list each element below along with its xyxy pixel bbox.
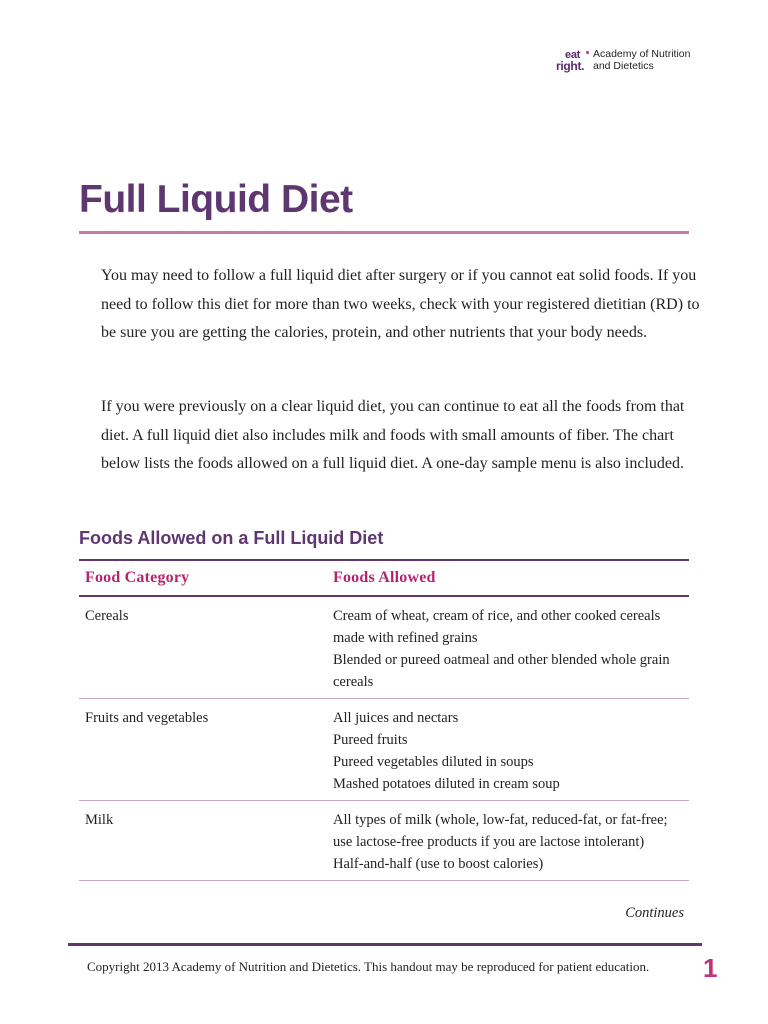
allowed-item: All juices and nectars	[333, 710, 459, 726]
row-foods-allowed	[333, 597, 683, 698]
logo-mark-right: right.	[556, 59, 585, 73]
column-header-food-category: Food Category	[85, 569, 190, 586]
footer-divider	[68, 943, 702, 946]
logo-org-line-1: Academy of Nutrition	[593, 48, 691, 60]
eatright-logo-mark	[556, 50, 592, 76]
allowed-item: Pureed vegetables diluted in soups	[333, 754, 534, 770]
allowed-item: All types of milk (whole, low-fat, reduced-fat, or fat-free; use lactose-free products if you are lactose intolerant)	[333, 812, 668, 850]
intro-paragraph-1: You may need to follow a full liquid diet after surgery or if you cannot eat solid foods. If you need to follow this diet for more than two weeks, check with your registered dietitian (RD) to be sure you are getting the calories, protein, and other nutrients that your body needs.	[101, 267, 700, 341]
column-header-foods-allowed: Foods Allowed	[333, 569, 436, 586]
row-category: Cereals	[85, 608, 129, 624]
copyright-notice: Copyright 2013 Academy of Nutrition and Dietetics. This handout may be reproduced for patient education.	[87, 959, 650, 974]
allowed-item: Cream of wheat, cream of rice, and other cooked cereals made with refined grains	[333, 608, 661, 646]
table-row-cereals	[79, 597, 689, 699]
allowed-item: Mashed potatoes diluted in cream soup	[333, 776, 560, 792]
allowed-item: Pureed fruits	[333, 732, 408, 748]
allowed-item: Blended or pureed oatmeal and other blended whole grain cereals	[333, 652, 670, 690]
logo-mark-eat: eat	[565, 49, 580, 61]
eatright-logo	[556, 48, 716, 78]
logo-dot	[586, 51, 589, 54]
page-title: Full Liquid Diet	[79, 178, 353, 221]
foods-allowed-table	[79, 559, 689, 881]
logo-org-name	[593, 48, 723, 72]
page-number: 1	[703, 953, 718, 983]
continues-label: Continues	[625, 905, 684, 921]
intro-paragraph-2: If you were previously on a clear liquid diet, you can continue to eat all the foods from that diet. A full liquid diet also includes milk and foods with small amounts of fiber. The chart below lists the foods allowed on a full liquid diet. A one-day sample menu is also included.	[101, 398, 685, 472]
table-title: Foods Allowed on a Full Liquid Diet	[79, 528, 384, 548]
row-category: Fruits and vegetables	[85, 710, 209, 726]
title-divider	[79, 231, 689, 234]
row-category: Milk	[85, 812, 114, 828]
row-foods-allowed	[333, 699, 683, 800]
logo-org-line-2: and Dietetics	[593, 60, 654, 72]
row-foods-allowed	[333, 801, 683, 880]
table-row-milk	[79, 801, 689, 881]
table-header-row	[79, 561, 689, 595]
allowed-item: Half-and-half (use to boost calories)	[333, 856, 544, 872]
table-row-fruits-vegetables	[79, 699, 689, 801]
